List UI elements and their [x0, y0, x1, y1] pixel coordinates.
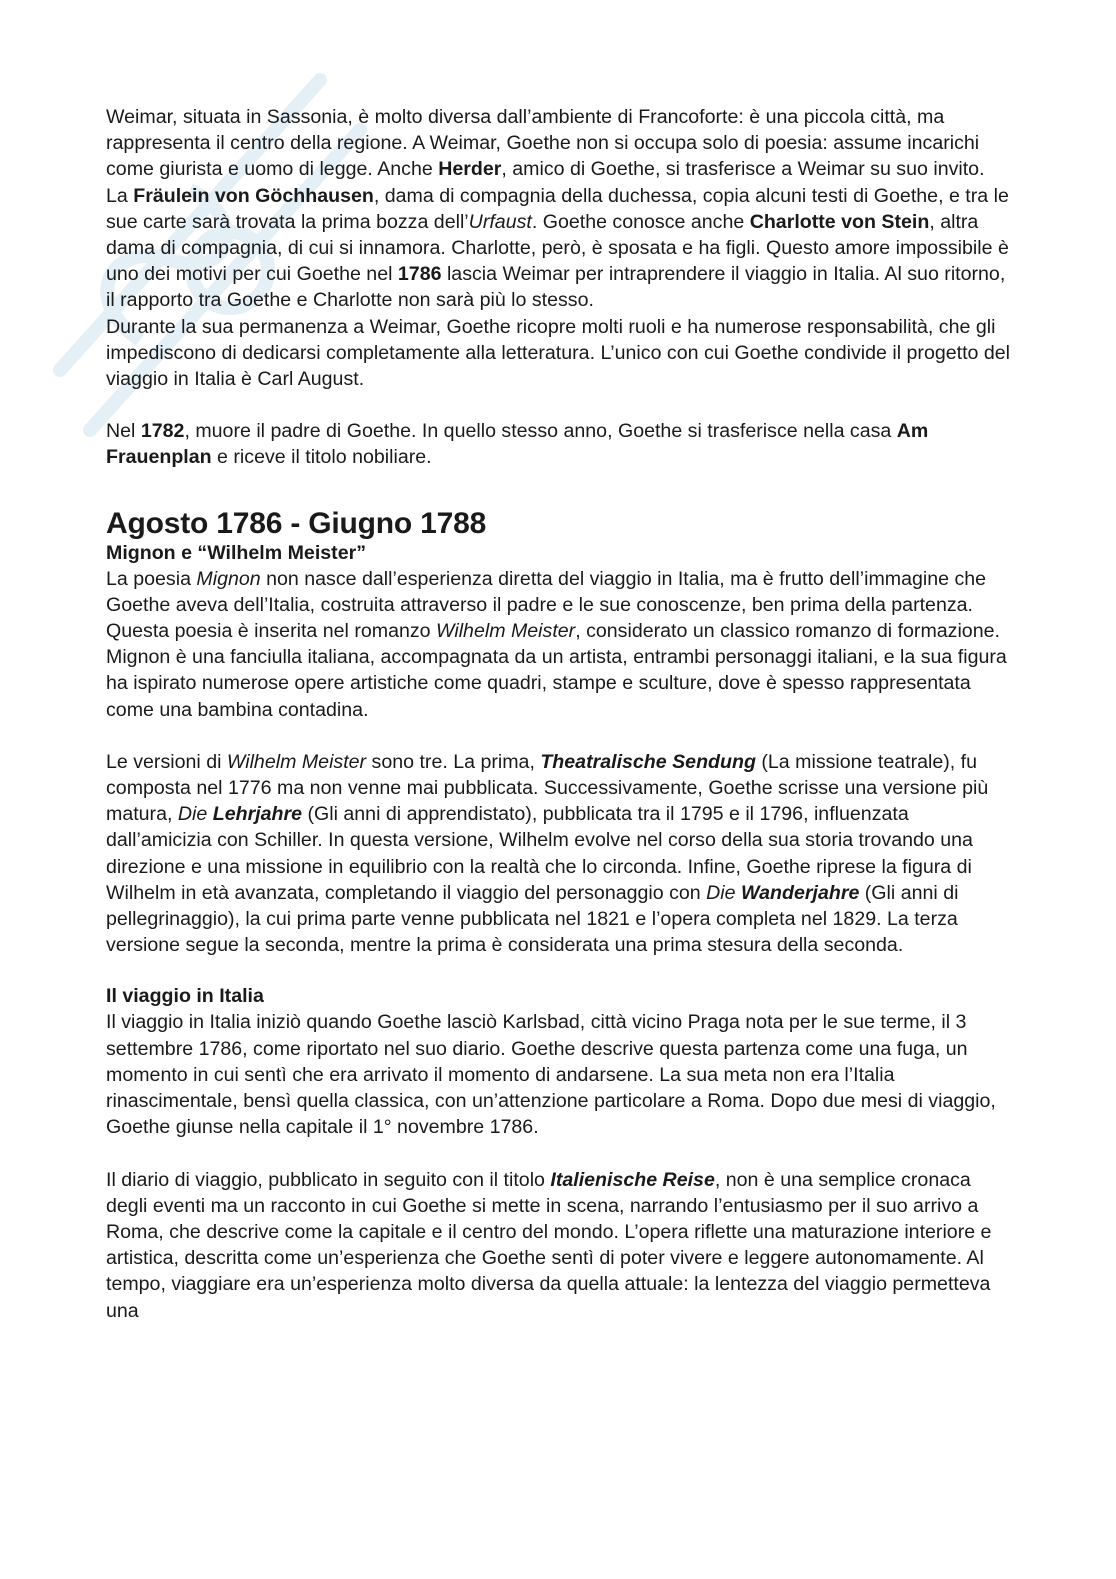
italic-text: Wilhelm Meister — [226, 750, 367, 773]
text-run: . Goethe conosce anche — [531, 210, 750, 233]
text-run: sono tre. La prima, — [366, 750, 541, 773]
text-run: Mignon e “Wilhelm Meister” — [106, 541, 367, 564]
bold-text — [213, 803, 302, 825]
paragraph-spacer — [106, 723, 1016, 749]
text-run: (Gli anni di apprendistato), pubblicata tra il 1795 e il 1796, influenzata dall’amicizia con Schiller. In questa versione, Wilhelm evolve nel corso della sua storia trovando una direzione e una missione in equilibrio con la realtà che lo circonda. Infine, Goethe riprese la figura di Wilhelm in età avanzata, completando il viaggio del personaggio con — [106, 803, 973, 904]
text-run: Durante la sua permanenza a Weimar, Goethe ricopre molti ruoli e ha numerose responsabilità, che gli impediscono di dedicarsi completamente alla letteratura. L’unico con cui Goethe condivide il progetto del viaggio in Italia è Carl August. — [106, 315, 1011, 391]
text-run: (Gli anni di pellegrinaggio), la cui prima parte venne pubblicata nel 1821 e l’opera completa nel 1829. La terza versione segue la seconda, mentre la prima è considerata una prima stesura della seconda. — [106, 881, 959, 957]
text-run: La poesia — [106, 567, 197, 590]
emphasis-text: Italienische Reise — [550, 1168, 715, 1191]
emphasis-text: Theatralische Sendung — [540, 750, 756, 773]
section-heading — [106, 507, 1016, 541]
subsection-heading — [106, 984, 1016, 1009]
document-page — [106, 104, 1016, 1324]
bold-text: 1782 — [140, 420, 185, 443]
bold-text: Fräulein von Göchhausen — [133, 184, 374, 207]
bold-text — [540, 751, 756, 773]
bold-text — [550, 1169, 714, 1191]
paragraph — [106, 566, 1016, 723]
text-run: , non è una semplice cronaca degli eventi ma un racconto in cui Goethe si mette in scena, narrando l’entusiasmo per il suo arrivo a Roma, che descrive come la capitale e il centro del mondo. L’opera riflette una maturazione interiore e artistica, descritta come un’esperienza che Goethe sentì di poter vivere e leggere autonomamente. Al tempo, viaggiare era un’esperienza molto diversa da quella attuale: la lentezza del viaggio permetteva una — [106, 1168, 992, 1322]
text-run: La — [106, 184, 134, 207]
paragraph — [106, 314, 1016, 393]
text-run: Il diario di viaggio, pubblicato in seguito con il titolo — [106, 1168, 551, 1191]
text-run: Il viaggio in Italia iniziò quando Goethe lasciò Karlsbad, città vicino Praga nota per le sue terme, il 3 settembre 1786, come riportato nel suo diario. Goethe descrive questa partenza come una fuga, un momento in cui sentì che era arrivato il momento di andarsene. La sua meta non era l’Italia rinascimentale, bensì quella classica, con un’attenzione particolare a Roma. Dopo due mesi di viaggio, Goethe giunse nella capitale il 1° novembre 1786. — [106, 1011, 996, 1139]
text-run: , considerato un classico romanzo di formazione. Mignon è una fanciulla italiana, accompagnata da un artista, entrambi personaggi italiani, e la sua figura ha ispirato numerose opere artistiche come quadri, stampe e sculture, dove è spesso rappresentata come una bambina contadina. — [106, 620, 1007, 721]
bold-text — [741, 882, 859, 904]
bold-text: Am Frauenplan — [106, 420, 929, 469]
text-run: Le versioni di — [106, 750, 227, 773]
paragraph-spacer — [106, 958, 1016, 984]
paragraph — [106, 183, 1016, 314]
bold-text: Charlotte von Stein — [749, 210, 930, 233]
text-run: non nasce dall’esperienza diretta del viaggio in Italia, ma è frutto dell’immagine che Goethe aveva dell’Italia, costruita attraverso il padre e le sue conoscenze, ben prima della partenza. Questa poesia è inserita nel romanzo — [106, 567, 987, 643]
emphasis-text: Lehrjahre — [212, 803, 303, 826]
bold-text: Herder — [438, 158, 502, 181]
text-run: e riceve il titolo nobiliare. — [211, 446, 432, 469]
italic-text: Die — [706, 881, 742, 904]
paragraph — [106, 104, 1016, 183]
italic-text: Urfaust — [468, 210, 532, 233]
paragraph — [106, 1009, 1016, 1140]
text-run: (La missione teatrale), fu composta nel 1776 ma non venne mai pubblicata. Successivamente, Goethe scrisse una versione più matura, — [106, 750, 989, 826]
paragraph-spacer — [106, 392, 1016, 418]
paragraph-spacer — [106, 1141, 1016, 1167]
paragraph-spacer — [106, 471, 1016, 507]
text-run: , dama di compagnia della duchessa, copia alcuni testi di Goethe, e tra le sue carte sarà trovata la prima bozza dell’ — [106, 184, 1009, 233]
bold-text: 1786 — [397, 263, 442, 286]
paragraph — [106, 418, 1016, 470]
italic-text: Die — [177, 803, 213, 826]
paragraph — [106, 1167, 1016, 1324]
text-run: , amico di Goethe, si trasferisce a Weimar su suo invito. — [501, 158, 985, 181]
text-run: Agosto 1786 - Giugno 1788 — [106, 506, 487, 540]
italic-text: Wilhelm Meister — [436, 620, 576, 643]
paragraph — [106, 749, 1016, 959]
text-run: lascia Weimar per intraprendere il viaggio in Italia. Al suo ritorno, il rapporto tra Goethe e Charlotte non sarà più lo stesso. — [106, 263, 1006, 312]
italic-text: Mignon — [196, 567, 261, 590]
text-run: , altra dama di compagnia, di cui si innamora. Charlotte, però, è sposata e ha figli. Questo amore impossibile è uno dei motivi per cui Goethe nel — [106, 210, 1009, 286]
text-run: Nel — [106, 420, 141, 443]
subsection-heading — [106, 541, 1016, 566]
emphasis-text: Wanderjahre — [741, 881, 860, 904]
text-run: , muore il padre di Goethe. In quello stesso anno, Goethe si trasferisce nella casa — [184, 420, 897, 443]
text-run: Il viaggio in Italia — [106, 985, 264, 1008]
text-run: Weimar, situata in Sassonia, è molto diversa dall’ambiente di Francoforte: è una piccola città, ma rappresenta il centro della regione. A Weimar, Goethe non si occupa solo di poesia: assume incarichi come giurista e uomo di legge. Anche — [106, 106, 980, 181]
